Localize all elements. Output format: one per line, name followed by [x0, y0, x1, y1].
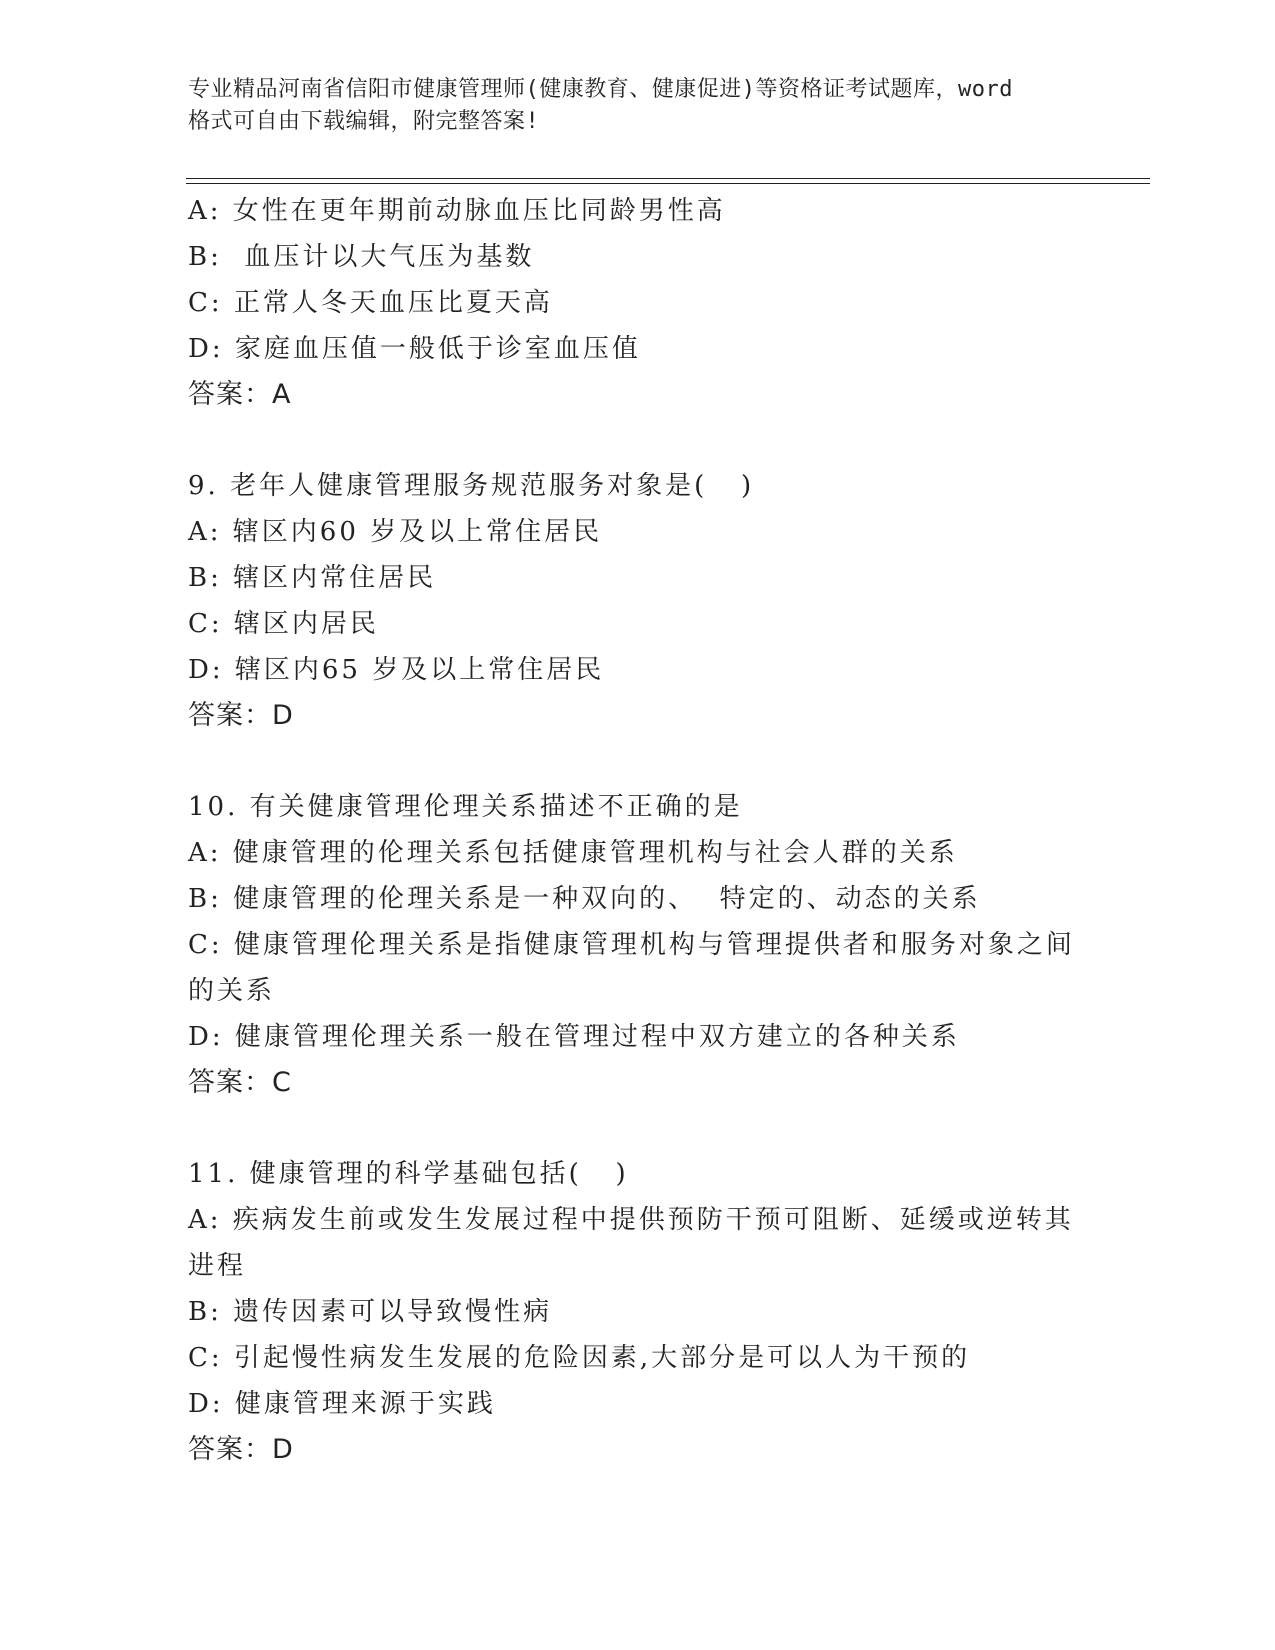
- option-d: D: 辖区内65 岁及以上常住居民: [188, 655, 605, 685]
- question-list: [188, 188, 1088, 1473]
- option-b: B: 血压计以大气压为基数: [188, 242, 535, 272]
- answer: 答案：D: [188, 700, 294, 731]
- document-header: [188, 74, 1088, 138]
- header-line-2: 格式可自由下载编辑，附完整答案!: [188, 109, 540, 134]
- question-stem: 11. 健康管理的科学基础包括( ): [188, 1159, 629, 1189]
- question-10: [188, 784, 1088, 1106]
- option-b: B: 遗传因素可以导致慢性病: [188, 1297, 553, 1327]
- option-c: C: 正常人冬天血压比夏天高: [188, 288, 553, 318]
- question-9: [188, 463, 1088, 739]
- option-a: A: 女性在更年期前动脉血压比同龄男性高: [188, 196, 726, 226]
- option-d: D: 家庭血压值一般低于诊室血压值: [188, 334, 641, 364]
- question-stem: 9. 老年人健康管理服务规范服务对象是( ): [188, 471, 755, 501]
- question-8: [188, 188, 1088, 418]
- spacer: [188, 739, 1088, 784]
- answer: 答案：D: [188, 1434, 294, 1465]
- option-b: B: 辖区内常住居民: [188, 563, 437, 593]
- option-c-continued: 的关系: [188, 976, 276, 1006]
- option-d: D: 健康管理来源于实践: [188, 1389, 496, 1419]
- question-11: [188, 1151, 1088, 1473]
- option-c: C: 健康管理伦理关系是指健康管理机构与管理提供者和服务对象之间: [188, 930, 1075, 960]
- option-c: C: 引起慢性病发生发展的危险因素,大部分是可以人为干预的: [188, 1343, 971, 1373]
- header-line-1: 专业精品河南省信阳市健康管理师(健康教育、健康促进)等资格证考试题库，word: [188, 77, 1013, 102]
- option-a: A: 疾病发生前或发生发展过程中提供预防干预可阻断、延缓或逆转其: [188, 1205, 1074, 1235]
- option-a: A: 健康管理的伦理关系包括健康管理机构与社会人群的关系: [188, 838, 958, 868]
- option-c: C: 辖区内居民: [188, 609, 379, 639]
- option-d: D: 健康管理伦理关系一般在管理过程中双方建立的各种关系: [188, 1022, 960, 1052]
- answer: 答案：C: [188, 1067, 292, 1098]
- spacer: [188, 1106, 1088, 1151]
- header-divider-bottom: [186, 183, 1150, 184]
- option-a: A: 辖区内60 岁及以上常住居民: [188, 517, 603, 547]
- option-a-continued: 进程: [188, 1251, 247, 1281]
- spacer: [188, 418, 1088, 463]
- question-stem: 10. 有关健康管理伦理关系描述不正确的是: [188, 792, 743, 822]
- option-b: B: 健康管理的伦理关系是一种双向的、 特定的、动态的关系: [188, 884, 981, 914]
- answer: 答案：A: [188, 379, 292, 410]
- header-divider-top: [186, 178, 1150, 179]
